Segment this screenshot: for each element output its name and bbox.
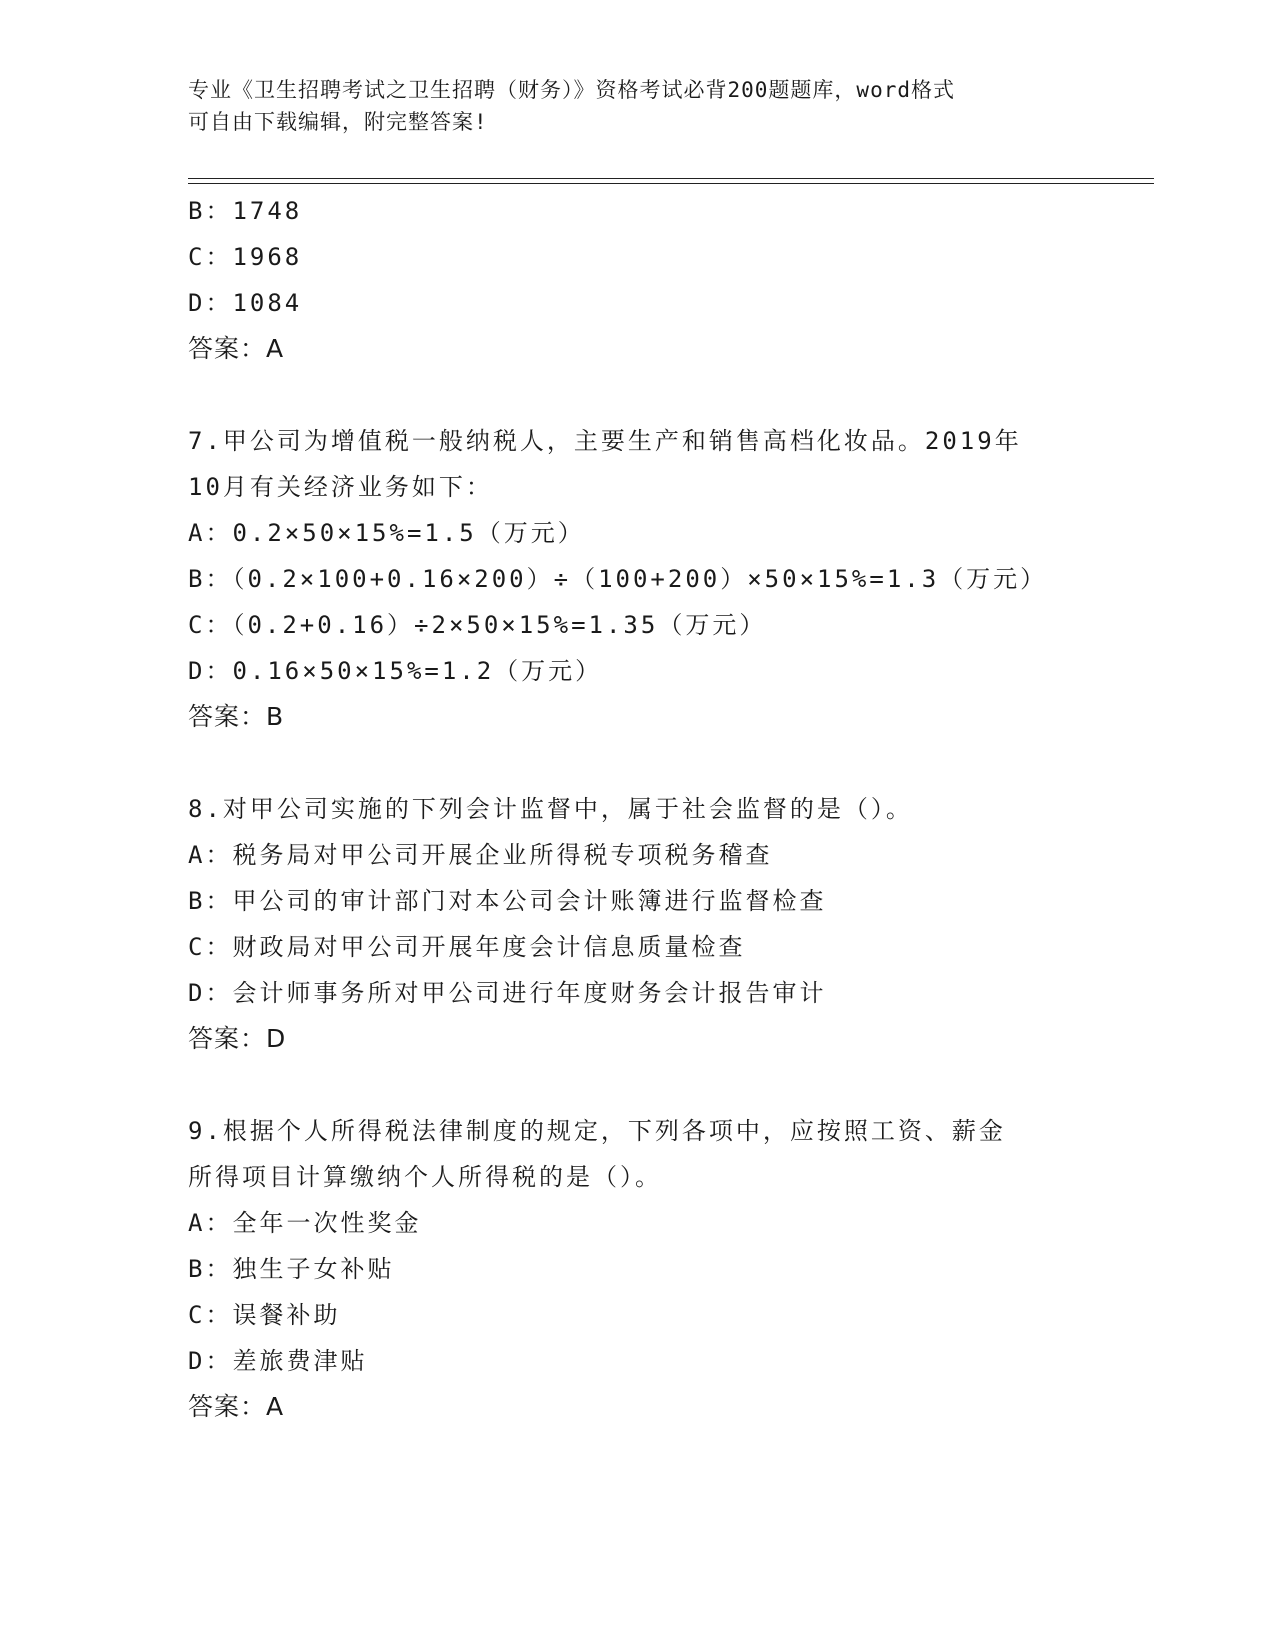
option-d: D：差旅费津贴 bbox=[188, 1347, 368, 1375]
spacer bbox=[188, 740, 1088, 786]
option-a: A：全年一次性奖金 bbox=[188, 1209, 422, 1237]
question-list bbox=[188, 188, 1088, 1430]
document-header bbox=[188, 74, 1068, 138]
question-stem-line: 7.甲公司为增值税一般纳税人，主要生产和销售高档化妆品。2019年 bbox=[188, 427, 1022, 455]
answer-line: 答案：B bbox=[188, 702, 285, 731]
header-divider-bottom bbox=[188, 183, 1154, 184]
question-7 bbox=[188, 418, 1088, 740]
question-9 bbox=[188, 1108, 1088, 1430]
option-a: A：0.2×50×15%=1.5（万元） bbox=[188, 519, 585, 547]
answer-line: 答案：D bbox=[188, 1024, 287, 1053]
spacer bbox=[188, 372, 1088, 418]
option-d: D：0.16×50×15%=1.2（万元） bbox=[188, 657, 603, 685]
option-c: C：1968 bbox=[188, 243, 303, 271]
option-b: B：独生子女补贴 bbox=[188, 1255, 395, 1283]
option-d: D：会计师事务所对甲公司进行年度财务会计报告审计 bbox=[188, 979, 827, 1007]
question-stem-line: 10月有关经济业务如下： bbox=[188, 473, 493, 501]
question-stem-line: 所得项目计算缴纳个人所得税的是（）。 bbox=[188, 1163, 662, 1191]
header-title-line-2: 可自由下载编辑，附完整答案! bbox=[188, 110, 488, 134]
header-divider-top bbox=[188, 178, 1154, 179]
option-d: D：1084 bbox=[188, 289, 303, 317]
option-c: C：财政局对甲公司开展年度会计信息质量检查 bbox=[188, 933, 746, 961]
answer-line: 答案：A bbox=[188, 1392, 285, 1421]
spacer bbox=[188, 1062, 1088, 1108]
option-a: A：税务局对甲公司开展企业所得税专项税务稽查 bbox=[188, 841, 773, 869]
answer-line: 答案：A bbox=[188, 334, 285, 363]
question-stem-line: 9.根据个人所得税法律制度的规定，下列各项中，应按照工资、薪金 bbox=[188, 1117, 1006, 1145]
question-8 bbox=[188, 786, 1088, 1062]
question-6-tail bbox=[188, 188, 1088, 372]
option-b: B：（0.2×100+0.16×200）÷（100+200）×50×15%=1.3（万元） bbox=[188, 565, 1048, 593]
option-b: B：甲公司的审计部门对本公司会计账簿进行监督检查 bbox=[188, 887, 827, 915]
option-c: C：（0.2+0.16）÷2×50×15%=1.35（万元） bbox=[188, 611, 767, 639]
question-stem-line: 8.对甲公司实施的下列会计监督中，属于社会监督的是（）。 bbox=[188, 795, 913, 823]
option-c: C：误餐补助 bbox=[188, 1301, 341, 1329]
option-b: B：1748 bbox=[188, 197, 303, 225]
header-title-line-1: 专业《卫生招聘考试之卫生招聘（财务）》资格考试必背200题题库，word格式 bbox=[188, 78, 955, 102]
